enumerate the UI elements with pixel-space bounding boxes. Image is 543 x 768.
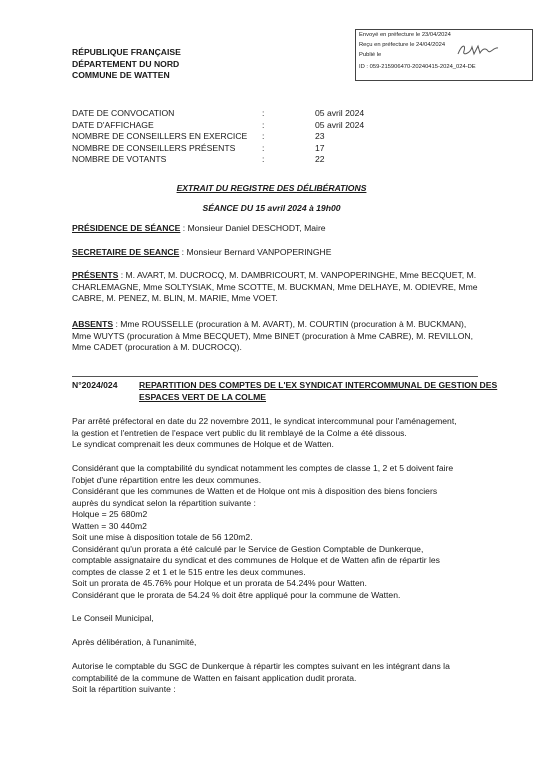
body-line: Soit une mise à disposition totale de 56 120m2.: [72, 532, 253, 542]
info-sep: :: [262, 131, 265, 141]
body-line: Par arrêté préfectoral en date du 22 novembre 2011, le syndicat intercommunal pour l'aménagement,: [72, 416, 457, 426]
body-line: Le syndicat comprenait les deux communes de Holque et de Watten.: [72, 439, 334, 449]
session-info: [72, 108, 432, 166]
info-value: 23: [315, 131, 325, 141]
info-sep: :: [262, 154, 265, 164]
absents-line-1: [72, 319, 466, 330]
info-sep: :: [262, 142, 265, 153]
body-line: Autorise le comptable du SGC de Dunkerque à répartir les comptes suivant en les intégrant dans la: [72, 661, 450, 671]
info-label: DATE D'AFFICHAGE: [72, 119, 154, 130]
info-value: 05 avril 2024: [315, 108, 365, 118]
info-value: 05 avril 2024: [315, 119, 365, 130]
body-line: la gestion et l'entretien de l'espace vert public du lit remblayé de la Colme a été dissous.: [72, 427, 407, 438]
info-row: [72, 108, 432, 120]
info-sep: :: [262, 108, 265, 118]
body-line: auprès du syndicat selon la répartition suivante :: [72, 497, 256, 508]
info-row: [72, 131, 432, 143]
info-value: 22: [315, 154, 325, 164]
body-line: comptabilité de la commune de Watten en faisant application dudit prorata.: [72, 672, 357, 683]
header-republic: RÉPUBLIQUE FRANÇAISE: [72, 47, 181, 57]
body-line: Soit un prorata de 45.76% pour Holque et un prorata de 54.24% pour Watten.: [72, 578, 367, 588]
body-line: Considérant que les communes de Watten et de Holque ont mis à disposition des biens fonciers: [72, 486, 438, 496]
info-sep: :: [262, 119, 265, 130]
info-value: 17: [315, 142, 325, 153]
body-line: Watten = 30 440m2: [72, 520, 147, 531]
body-line: comptes de classe 2 et 1 et le 515 entre les deux communes.: [72, 566, 306, 577]
apres-line: Après délibération, à l'unanimité,: [72, 637, 197, 647]
separator-rule: [72, 376, 478, 377]
conseil-line: Le Conseil Municipal,: [72, 613, 154, 623]
session-date: SÉANCE DU 15 avril 2024 à 19h00: [202, 203, 341, 213]
secretaire-label: SECRETAIRE DE SEANCE: [72, 247, 180, 257]
deliberation-title-1: REPARTITION DES COMPTES DE L'EX SYNDICAT INTERCOMMUNAL DE GESTION DES: [139, 380, 498, 390]
presents-label: PRÉSENTS: [72, 270, 119, 280]
signature-mark: [456, 42, 500, 58]
info-row: [72, 143, 432, 155]
presidence-text: : Monsieur Daniel DESCHODT, Maire: [180, 223, 326, 233]
info-label: DATE DE CONVOCATION: [72, 108, 175, 118]
body-line: comptable assignataire du syndicat et des communes de Holque et de Watten afin de répartir les: [72, 555, 440, 565]
presents-line-1: [72, 270, 476, 281]
stamp-received: Reçu en préfecture le 24/04/2024: [359, 42, 446, 48]
absents-text: : Mme ROUSSELLE (procuration à M. AVART), M. COURTIN (procuration à M. BUCKMAN),: [113, 319, 467, 329]
body-line: Holque = 25 680m2: [72, 509, 148, 519]
info-label: NOMBRE DE VOTANTS: [72, 154, 167, 164]
absents-line-3: Mme CADET (procuration à M. DUCROCQ).: [72, 342, 242, 352]
republic-header: [72, 47, 181, 82]
info-label: NOMBRE DE CONSEILLERS EN EXERCICE: [72, 131, 248, 141]
presents-line-2: CHARLEMAGNE, Mme SOLTYSIAK, Mme SCOTTE, M. BUCKMAN, Mme DELHAYE, M. ODIEVRE, Mme: [72, 281, 478, 292]
body-line: Soit la répartition suivante :: [72, 684, 176, 694]
presents-line-3: CABRE, M. PENEZ, M. BLIN, M. MARIE, Mme VOET.: [72, 293, 278, 303]
header-commune: COMMUNE DE WATTEN: [72, 70, 170, 80]
header-department: DÉPARTEMENT DU NORD: [72, 58, 180, 69]
secretaire-line: [72, 247, 331, 258]
prefecture-stamp: [355, 29, 533, 81]
body-line: Considérant que la comptabilité du syndicat notamment les comptes de classe 1, 2 et 5 doivent faire: [72, 463, 454, 473]
info-row: [72, 120, 432, 132]
info-row: [72, 154, 432, 166]
info-label: NOMBRE DE CONSEILLERS PRÉSENTS: [72, 142, 236, 153]
presidence-line: [72, 223, 326, 234]
deliberation-title-2: ESPACES VERT DE LA COLME: [139, 391, 267, 402]
body-line: l'objet d'une répartition entre les deux communes.: [72, 474, 262, 485]
absents-line-2: Mme WUYTS (procuration à Mme BECQUET), Mme BINET (procuration à Mme CABRE), M. REVILLON,: [72, 330, 473, 341]
body-line: Considérant que le prorata de 54.24 % doit être appliqué pour la commune de Watten.: [72, 589, 401, 600]
presidence-label: PRÉSIDENCE DE SÉANCE: [72, 223, 181, 233]
stamp-sent: Envoyé en préfecture le 23/04/2024: [359, 32, 451, 38]
secretaire-text: : Monsieur Bernard VANPOPERINGHE: [179, 247, 332, 257]
stamp-id: ID : 059-215906470-20240415-2024_024-DE: [359, 64, 476, 70]
register-title: EXTRAIT DU REGISTRE DES DÉLIBÉRATIONS: [176, 183, 367, 193]
presents-text: : M. AVART, M. DUCROCQ, M. DAMBRICOURT, M. VANPOPERINGHE, Mme BECQUET, M.: [118, 270, 477, 280]
body-line: Considérant qu'un prorata a été calculé par le Service de Gestion Comptable de Dunkerque,: [72, 543, 424, 554]
stamp-published: Publié le: [359, 52, 382, 58]
absents-label: ABSENTS: [72, 319, 114, 329]
deliberation-number: N°2024/024: [72, 380, 118, 390]
